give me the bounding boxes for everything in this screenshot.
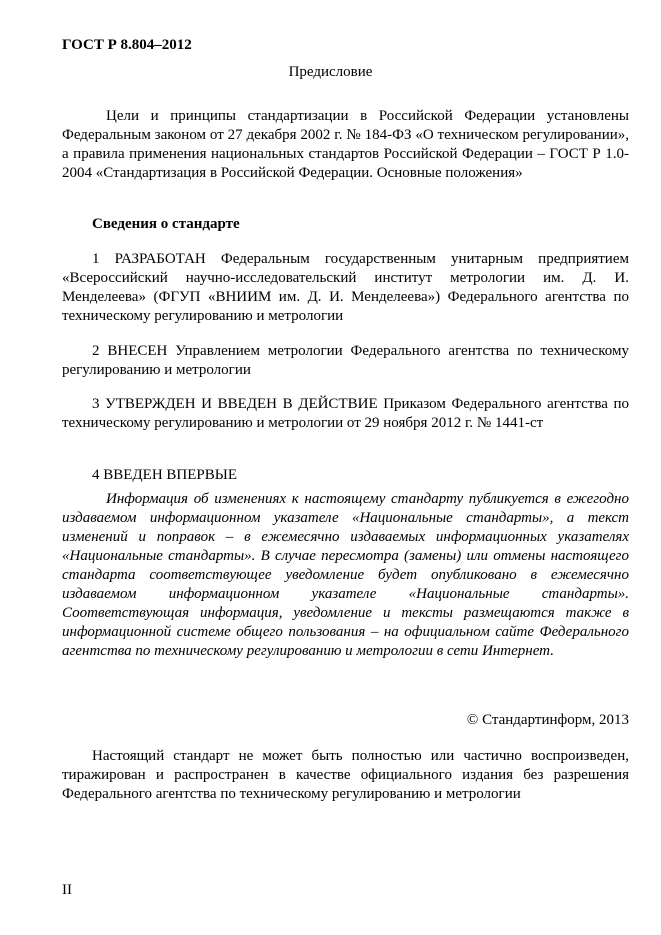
page-title: Предисловие bbox=[288, 64, 373, 80]
page-number: II bbox=[62, 882, 72, 898]
section-heading: Сведения о стандарте bbox=[92, 216, 240, 232]
item-approved: 3 УТВЕРЖДЕН И ВВЕДЕН В ДЕЙСТВИЕ Приказом Федерального агентства по техническому регулированию и метрологии от 29 ноября 2012 г. № 1441-ст bbox=[62, 396, 629, 431]
item-introduced: 2 ВНЕСЕН Управлением метрологии Федерального агентства по техническому регулированию и метрологии bbox=[62, 343, 629, 378]
intro-paragraph: Цели и принципы стандартизации в Российской Федерации установлены Федеральным законом от 27 декабря 2002 г. № 184-ФЗ «О техническом регулировании», а правила применения национальных стандартов Российской Федерации – ГОСТ Р 1.0-2004 «Стандартизация в Российской Федерации. Основные положения» bbox=[62, 108, 629, 181]
legal-notice: Настоящий стандарт не может быть полностью или частично воспроизведен, тиражирован и распространен в качестве официального издания без разрешения Федерального агентства по техническому регулированию и метрологии bbox=[62, 748, 629, 802]
item-developed: 1 РАЗРАБОТАН Федеральным государственным унитарным предприятием «Всероссийский научно-исследовательский институт метрологии им. Д. И. Менделеева» (ФГУП «ВНИИМ им. Д. И. Менделеева») Федерального агентства по техническому регулированию и метрологии bbox=[62, 251, 629, 324]
document-code: ГОСТ Р 8.804–2012 bbox=[62, 37, 192, 53]
change-notice: Информация об изменениях к настоящему стандарту публикуется в ежегодно издаваемом информационном указателе «Национальные стандарты», а текст изменений и поправок – в ежемесячно издаваемых информационных указателях «Национальные стандарты». В случае пересмотра (замены) или отмены настоящего стандарта соответствующее уведомление будет опубликовано в ежемесячно издаваемом информационном указателе «Национальные стандарты». Соответствующая информация, уведомление и тексты размещаются также в информационной системе общего пользования – на официальном сайте Федерального агентства по техническому регулированию и метрологии в сети Интернет. bbox=[62, 491, 629, 659]
copyright: © Стандартинформ, 2013 bbox=[466, 712, 629, 728]
item-first-introduced: 4 ВВЕДЕН ВПЕРВЫЕ bbox=[92, 467, 237, 483]
